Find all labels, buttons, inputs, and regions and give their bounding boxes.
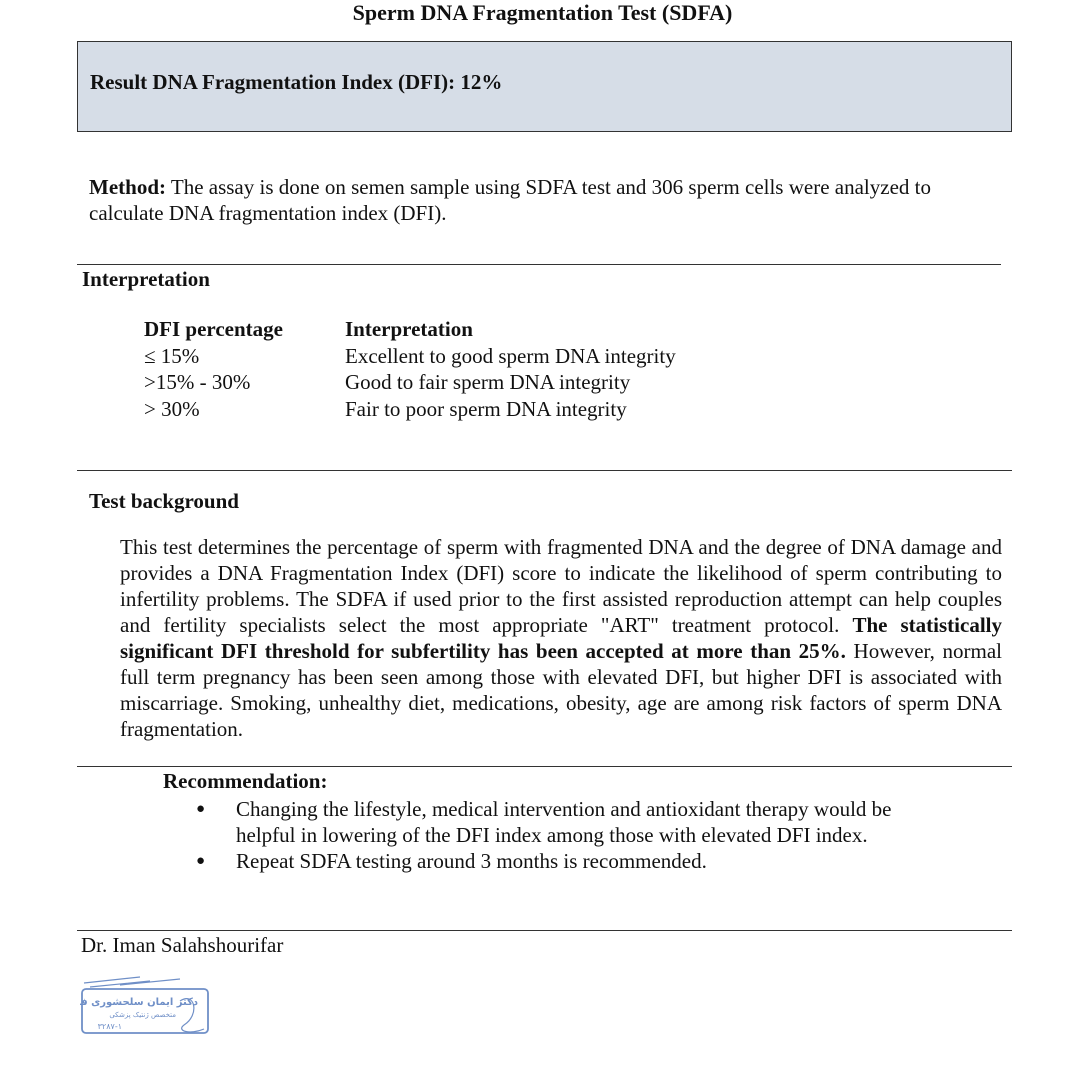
dfi-range-cell: > 30% <box>144 396 200 421</box>
stamp-line-1: دکتر ایمان سلحشوری فر <box>80 997 198 1008</box>
table-row <box>144 369 676 396</box>
divider-background <box>77 470 1012 471</box>
table-row <box>144 396 676 423</box>
stamp-line-3: ۳۲۸۷-۱ <box>97 1022 122 1031</box>
interpretation-heading: Interpretation <box>82 267 210 291</box>
method-paragraph <box>89 174 989 226</box>
table-row <box>144 343 676 370</box>
recommendation-text: Repeat SDFA testing around 3 months is recommended. <box>236 849 707 873</box>
doctor-name: Dr. Iman Salahshourifar <box>81 933 284 957</box>
column-header-interpretation: Interpretation <box>345 317 473 341</box>
method-label: Method: <box>89 175 166 199</box>
column-header-dfi: DFI percentage <box>144 317 283 341</box>
divider-interpretation <box>77 264 1001 265</box>
table-header-row <box>144 316 676 343</box>
list-item <box>196 848 956 874</box>
interpretation-cell: Good to fair sperm DNA integrity <box>345 370 631 394</box>
recommendation-list <box>196 796 956 874</box>
bullet-icon: ● <box>196 853 206 869</box>
background-paragraph <box>120 534 1002 742</box>
dfi-range-cell: ≤ 15% <box>144 343 200 368</box>
interpretation-cell: Fair to poor sperm DNA integrity <box>345 396 627 421</box>
background-text-1: This test determines the percentage of sperm with fragmented DNA and the degree of DNA damage and provides a DNA Fragmentation Index (DFI) score to indicate the likelihood of sperm contributing to infertility problems. The SDFA if used prior to the first assisted reproduction attempt can help couples and fertility specialists select the most appropriate "ART" treatment protocol. <box>120 535 1002 637</box>
list-item <box>196 796 956 848</box>
interpretation-cell: Excellent to good sperm DNA integrity <box>345 343 676 368</box>
doctor-stamp <box>80 975 212 1042</box>
stamp-graphic <box>80 975 212 1037</box>
interpretation-table <box>144 316 676 422</box>
method-text: The assay is done on semen sample using SDFA test and 306 sperm cells were analyzed to calculate DNA fragmentation index (DFI). <box>89 175 931 225</box>
bullet-icon: ● <box>196 801 206 817</box>
background-heading: Test background <box>89 489 239 513</box>
recommendation-text: Changing the lifestyle, medical intervention and antioxidant therapy would be helpful in lowering of the DFI index among those with elevated DFI index. <box>236 797 892 847</box>
divider-recommendation <box>77 766 1012 767</box>
background-text-bold: The statistically significant DFI threshold for subfertility has been accepted at more than 25%. <box>120 613 1002 663</box>
page-title: Sperm DNA Fragmentation Test (SDFA) <box>352 0 733 25</box>
background-text-2: However, normal full term pregnancy has been seen among those with elevated DFI, but higher DFI is associated with miscarriage. Smoking, unhealthy diet, medications, obesity, age are among risk factors of sperm DNA fragmentation. <box>120 639 1003 741</box>
stamp-line-2: متخصص ژنتیک پزشکی <box>109 1011 176 1019</box>
recommendation-heading: Recommendation: <box>163 769 328 793</box>
dfi-range-cell: >15% - 30% <box>144 370 251 394</box>
divider-signature <box>77 930 1012 931</box>
dfi-result: Result DNA Fragmentation Index (DFI): 12% <box>90 70 503 94</box>
